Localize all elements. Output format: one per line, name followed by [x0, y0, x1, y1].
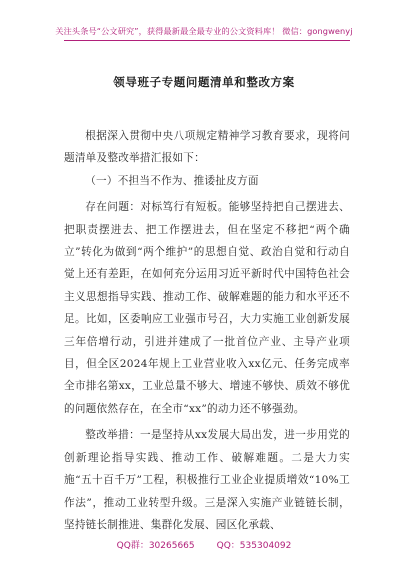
- intro-paragraph: 根据深入贯彻中央八项规定精神学习教育要求，现将问题清单及整改举措汇报如下：: [64, 130, 350, 165]
- footer-contact: [0, 538, 408, 551]
- document-title: 领导班子专题问题清单和整改方案: [113, 75, 295, 89]
- problem-paragraph: 存在问题：对标笃行有短板。能够坚持把自己摆进去、把职责摆进去、把工作摆进去，但在坚定不移把“两个确立”转化为做到“两个维护”的思想自觉、政治自觉和行动自觉上还有差距，在如何充分运用习近平新时代中国特色社会主义思想指导实践、推动工作、破解难题的能力和水平还不足。比如，区委响应工业强市号召，大力实施工业创新发展三年倍增行动，引进并建成了一批首位产业、主导产业项目，但全区2024年规上工业营业收入xx亿元、任务完成率全市排名第xx，工业总量不够大、增速不够快、质效不够优的问题依然存在，在全市“xx”的动力还不够强劲。: [64, 201, 350, 415]
- header-banner: 关注头条号“公文研究”，获得最新最全最专业的公文资料库！ 微信：gongwenyj: [55, 26, 353, 36]
- section-heading: （一）不担当不作为、推诿扯皮方面: [85, 174, 259, 187]
- document-body: [64, 125, 350, 536]
- measures-paragraph: 整改举措：一是坚持从xx发展大局出发，进一步用党的创新理论指导实践、推动工作、破解难题。二是大力实施“五十百千万”工程，积极推行工业企业提质增效“10%工作法”，推动工业转型升级。三是深入实施产业链链长制，坚持链长制推进、集群化发展、园区化承载、: [64, 429, 350, 531]
- header-divider: [64, 40, 350, 41]
- footer-qq: QQ：535304092: [216, 541, 292, 551]
- footer-qq-group: QQ群：30265665: [116, 541, 195, 551]
